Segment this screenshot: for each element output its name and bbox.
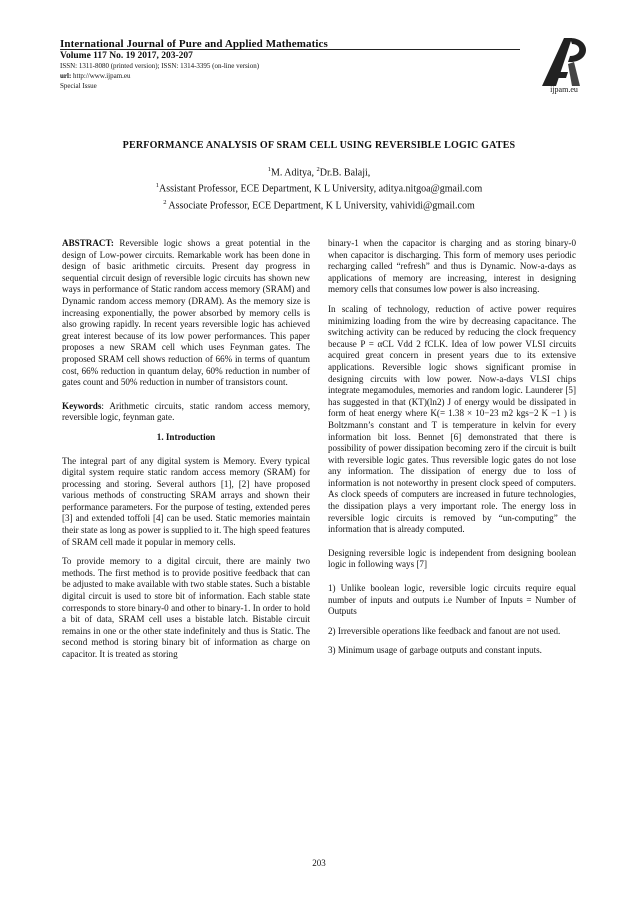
journal-name: International Journal of Pure and Applied Mathematics xyxy=(60,38,328,50)
affiliation-1 xyxy=(0,179,638,195)
keywords xyxy=(62,401,310,424)
abstract xyxy=(62,238,310,389)
intro-paragraph-2: To provide memory to a digital circuit, there are mainly two methods. The first method is to provide positive feedback that can be adjusted to make available with two stable states. Such a bistable digital circuit is used to store bit of information. Each stable state corresponds to store binary-0 and other to binary-1. In order to hold a bit of data, SRAM cell uses a bistable latch. Bistable circuit remains in one or the other state indefinitely and thus is Static. The second method is storing binary bit of information as charge on capacitor. It is treated as storing xyxy=(62,556,310,659)
keywords-label: Keywords xyxy=(62,400,102,411)
journal-issn: ISSN: 1311-8080 (printed version); ISSN: 1314-3395 (on-line version) xyxy=(60,62,260,70)
affil-2-text: Associate Professor, ECE Department, K L University, vahividi@gmail.com xyxy=(166,199,475,211)
author-sup: 1 xyxy=(267,166,271,173)
keywords-text: : Arithmetic circuits, static random access memory, reversible logic, feynman gate. xyxy=(62,400,310,423)
right-paragraph-2-a: In scaling of technology, reduction of active power requires minimizing loading from the wire by decreasing capacitance. The switching activity can be reduced by reducing the clock frequency because P = αCL Vdd 2 fCLK xyxy=(328,303,576,349)
logo-text: ijpam.eu xyxy=(550,85,578,94)
right-paragraph-2-b: . Idea of low power VLSI circuits acquired great concern in present years due to its extensive applications. Reversible logic shows significant promise in designing circuits with low power. Now-a-days VLSI chips integrate megamodules, memories and random logic. Launderer [5] has suggested in that (KT)(ln2) J of energy would be dissipated in form of heat energy where K(= 1.38 × 10−23 m2 kgs−2 K −1 ) is Boltzmann’s constant and T is temperature in kelvin for every information bit loss. Bennet [6] demonstrated that there is possibility of power dissipation becoming zero if the circuit is built with reversible logic gates. Thus reversible logic gates do not lose any information. The dissipation of energy due to loss of information is not noteworthy in present clock speed of computers. As clock speeds of computers are increased in future technologies, the dissipation plays a very important role. The energy loss in reversible logic circuits is removed by “un-computing” the information that is already computed. xyxy=(328,338,576,535)
header-rule xyxy=(60,49,520,50)
url-label: url: xyxy=(60,72,72,80)
list-item-2: 2) Irreversible operations like feedback and fanout are not used. xyxy=(328,625,561,636)
affiliation-2 xyxy=(0,196,638,212)
right-column xyxy=(328,238,576,665)
right-paragraph-1: binary-1 when the capacitor is charging and as storing binary-0 when capacitor is discharging. This form of memory uses periodic recharging called “refresh” and thus is Dynamic. Now-a-days as applications of memory are increasing, interest in designing memory cells that consumes low power is also increasing. xyxy=(328,238,576,295)
affil-sup: 2 xyxy=(163,198,167,206)
author-sup: 2 xyxy=(316,166,320,173)
journal-url xyxy=(60,72,530,81)
right-paragraph-2 xyxy=(328,304,576,536)
intro-paragraph-1: The integral part of any digital system is Memory. Every typical digital system require static random access memory (SRAM) for processing and storing. Several authors [1], [2] have proposed various methods of constructing SRAM arrays and shown their performance parameters. For the purpose of testing, extended peres [3] and extended toffoli [4] can be used. Static memories maintain their state as long as power is supplied to it. The high speed features of SRAM cell made it popular in memory cells. xyxy=(62,455,310,547)
section-heading: 1. Introduction xyxy=(156,431,216,442)
list-item-3: 3) Minimum usage of garbage outputs and constant inputs. xyxy=(328,645,542,656)
journal-volume: Volume 117 No. 19 2017, 203-207 xyxy=(60,51,193,61)
abstract-label: ABSTRACT: xyxy=(62,238,114,248)
author-names xyxy=(0,163,638,179)
right-paragraph-3: Designing reversible logic is independent from designing boolean logic in following ways [7] xyxy=(328,547,576,570)
list-item-1: 1) Unlike boolean logic, reversible logic circuits require equal number of inputs and outputs i.e Number of Inputs = Number of Outputs xyxy=(328,583,576,617)
affil-1-text: Assistant Professor, ECE Department, K L University, aditya.nitgoa@gmail.com xyxy=(158,183,483,195)
page-number: 203 xyxy=(312,858,326,868)
affil-sup: 1 xyxy=(155,182,159,190)
special-issue: Special Issue xyxy=(60,82,97,90)
author-2: Dr.B. Balaji, xyxy=(319,167,371,179)
journal-logo xyxy=(534,34,594,90)
paper-title: PERFORMANCE ANALYSIS OF SRAM CELL USING REVERSIBLE LOGIC GATES xyxy=(122,140,516,151)
journal-header xyxy=(60,38,530,91)
url-link[interactable]: http://www.ijpam.eu xyxy=(73,72,131,80)
abstract-text: Reversible logic shows a great potential in the design of Low-power circuits. Remarkable work has been done in design of basic arithmetic circuits. Present day progress in sequential circuit design of reversible logic circuits has shown new ways in performance of Static random access memory (SRAM) and Dynamic random access memory (DRAM). As the memory size is increasing exponentially, the power absorbed by memory cells is also growing rapidly. In recent years reversible logic has achieved great interest because of its low power performances. This paper proposes a new SRAM cell which uses Feynman gates. The proposed SRAM cell shows reduction of 66% in terms of quantum cost, 66% reduction in quantum delay, 60% reduction in number of gates count and 50% reduction in number of transistors count. xyxy=(62,238,310,388)
left-column xyxy=(62,238,310,669)
author-block xyxy=(0,163,638,212)
author-1: M. Aditya, xyxy=(270,167,317,179)
